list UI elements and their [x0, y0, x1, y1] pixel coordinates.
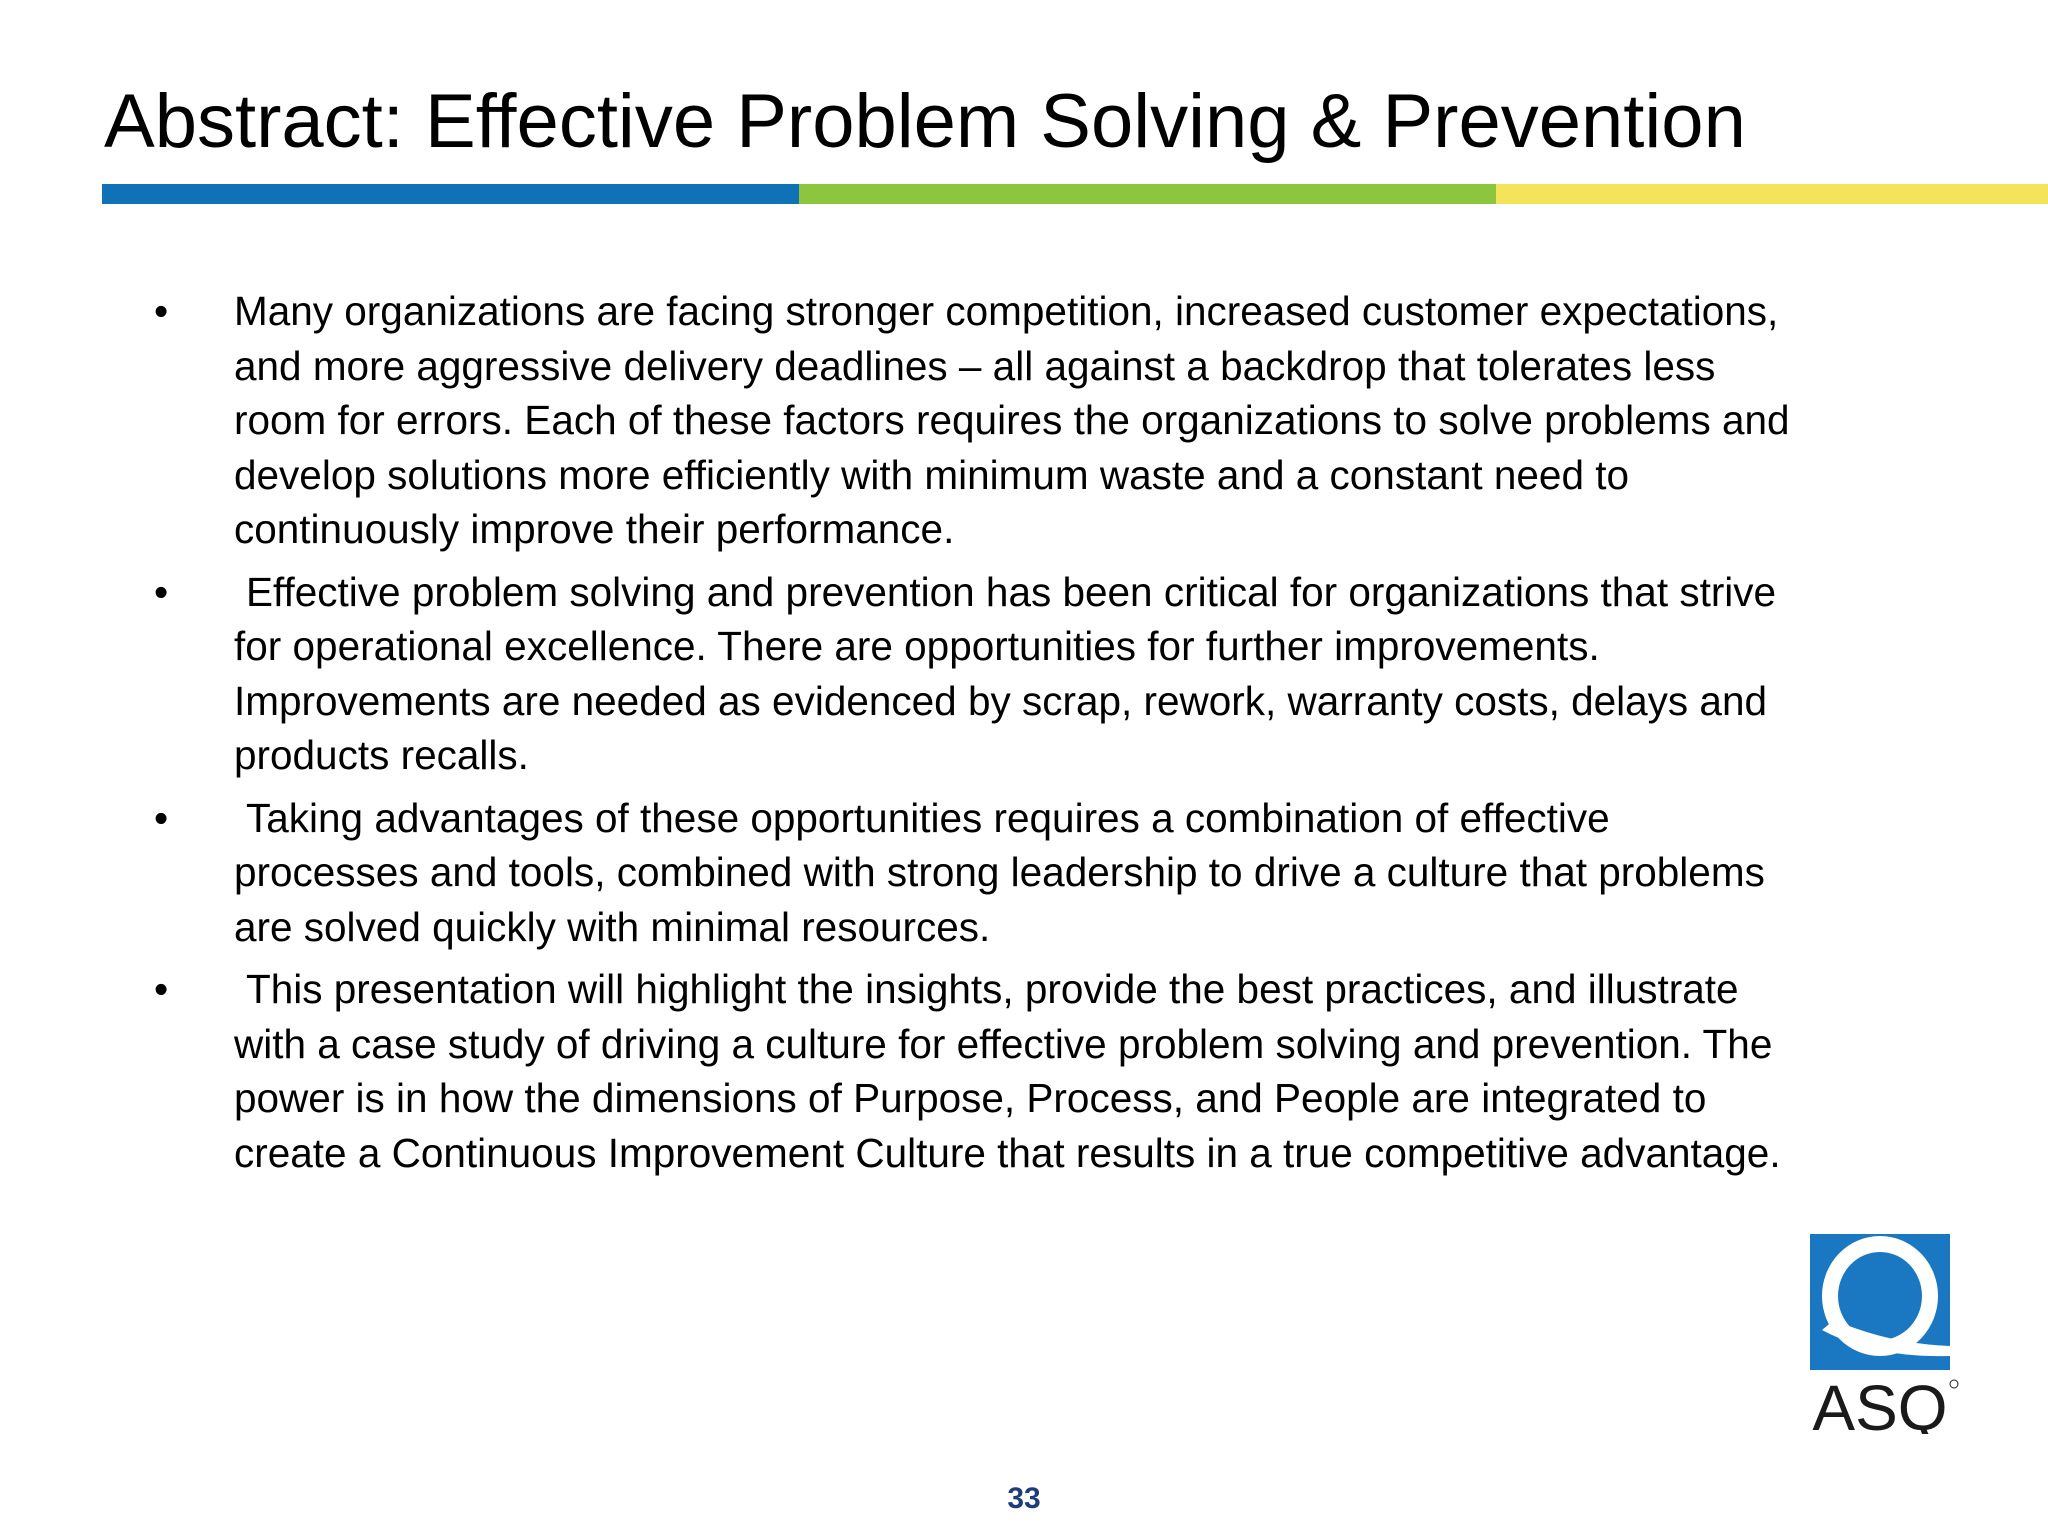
bullet-text: Many organizations are facing stronger competition, increased customer expectations, and more aggressive delivery deadlines – all against a backdrop that tolerates less room for errors. Each of these factors requires the organizations to solve problems and develop solutions more efficiently with minimum waste and a constant need to continuously improve their performance. — [234, 288, 1790, 552]
bullet-text: This presentation will highlight the insights, provide the best practices, and illustrate with a case study of driving a culture for effective problem solving and prevention. The power is in how the dimensions of Purpose, Process, and People are integrated to create a Continuous Improvement Culture that results in a true competitive advantage. — [234, 966, 1781, 1176]
bullet-item — [150, 284, 1790, 557]
bullet-marker: • — [154, 966, 169, 1012]
title-underline-yellow — [1496, 184, 2048, 204]
asq-wordmark: ASQ — [1812, 1372, 1948, 1434]
asq-q-icon — [1804, 1234, 1964, 1434]
page-number: 33 — [1007, 1482, 1041, 1515]
title-underline-green — [799, 184, 1496, 204]
title-underline — [102, 184, 2048, 204]
bullet-item — [150, 565, 1790, 783]
bullet-list — [150, 284, 1790, 1188]
bullet-item — [150, 962, 1790, 1180]
bullet-marker: • — [154, 794, 169, 841]
bullet-text: Effective problem solving and prevention has been critical for organizations that strive for operational excellence. There are opportunities for further improvements. Improvements are needed as evidenced by scrap, rework, warranty costs, delays and products recalls. — [234, 568, 1777, 778]
bullet-marker: • — [154, 568, 169, 615]
bullet-marker: • — [154, 288, 169, 334]
slide-title: Abstract: Effective Problem Solving & Prevention — [104, 79, 1746, 164]
title-underline-blue — [102, 184, 799, 204]
asq-logo — [1804, 1234, 1964, 1434]
bullet-text: Taking advantages of these opportunities requires a combination of effective processes and tools, combined with strong leadership to drive a culture that problems are solved quickly with minimal resources. — [234, 794, 1765, 950]
bullet-item — [150, 791, 1790, 955]
